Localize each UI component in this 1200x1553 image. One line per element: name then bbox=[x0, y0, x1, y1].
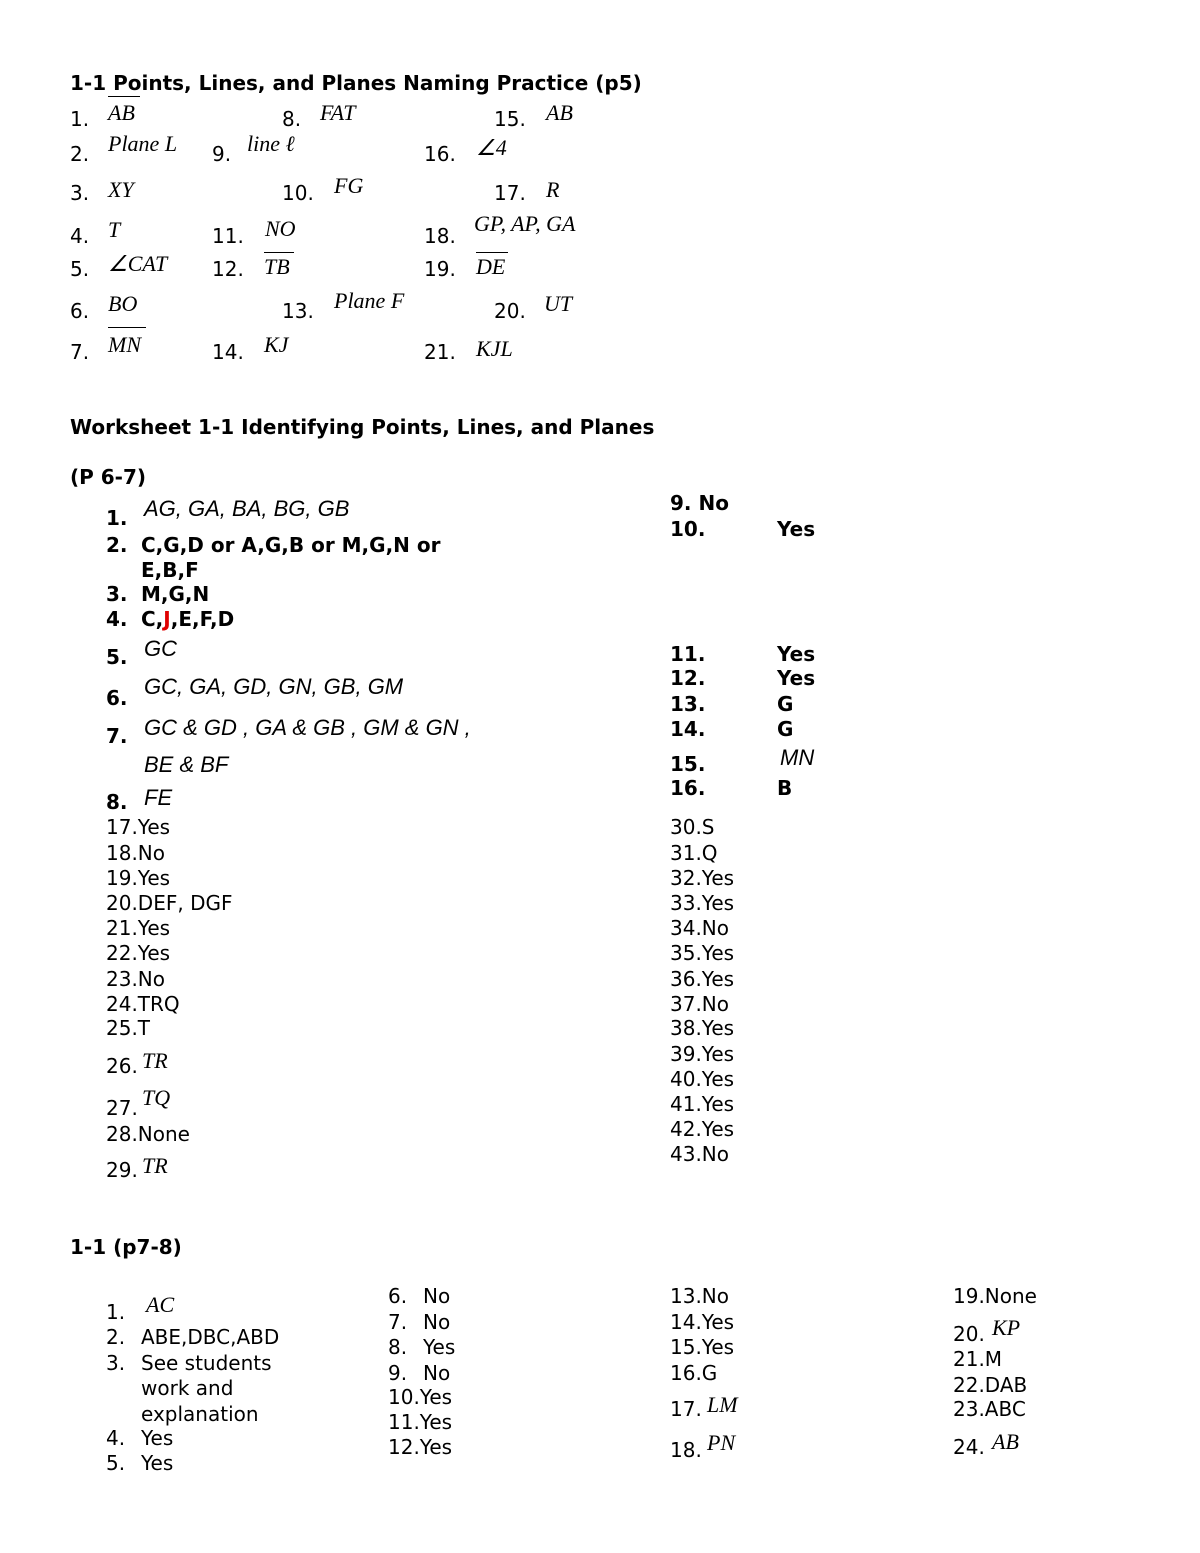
section2-title: Worksheet 1-1 Identifying Points, Lines, and Planes bbox=[70, 415, 655, 439]
list-item: 3. bbox=[106, 582, 128, 606]
list-item: 1. bbox=[106, 1300, 126, 1324]
answer: No bbox=[423, 1284, 451, 1308]
list-item: 30.S bbox=[670, 815, 715, 839]
overline-bar bbox=[108, 96, 140, 97]
answer: C,J,E,F,D bbox=[141, 607, 235, 631]
list-item: 11.Yes bbox=[388, 1410, 453, 1434]
answer: LM bbox=[707, 1392, 738, 1417]
list-item: 23.ABC bbox=[953, 1397, 1026, 1421]
overline-bar bbox=[264, 252, 294, 253]
list-item: 22.Yes bbox=[106, 941, 171, 965]
list-item: 43.No bbox=[670, 1142, 730, 1166]
list-item: 18. bbox=[424, 224, 456, 248]
answer: KJ bbox=[264, 332, 289, 357]
list-item: 12. bbox=[670, 666, 706, 690]
answer: UT bbox=[544, 291, 573, 316]
list-item: 25.T bbox=[106, 1016, 151, 1040]
list-item: 14. bbox=[212, 340, 244, 364]
answer: TQ bbox=[142, 1085, 171, 1110]
list-item: 39.Yes bbox=[670, 1042, 735, 1066]
answer: GC & GD , GA & GB , GM & GN , bbox=[144, 715, 471, 740]
list-item: 19.Yes bbox=[106, 866, 171, 890]
section2-pages: (P 6-7) bbox=[70, 465, 147, 489]
list-item: 4. bbox=[106, 1426, 126, 1450]
list-item: 21. bbox=[424, 340, 456, 364]
list-item: 26. bbox=[106, 1054, 138, 1078]
list-item: 7. bbox=[388, 1310, 408, 1334]
list-item: 23.No bbox=[106, 967, 166, 991]
list-item: 29. bbox=[106, 1158, 138, 1182]
list-item: 9. No bbox=[670, 491, 729, 515]
list-item: 6. bbox=[70, 299, 90, 323]
list-item: 18.No bbox=[106, 841, 166, 865]
answer: G bbox=[777, 717, 794, 741]
list-item: 11. bbox=[212, 224, 244, 248]
list-item: 13. bbox=[282, 299, 314, 323]
list-item: 16. bbox=[670, 776, 706, 800]
list-item: 33.Yes bbox=[670, 891, 735, 915]
list-item: 10. bbox=[670, 517, 706, 541]
answer: GC, GA, GD, GN, GB, GM bbox=[144, 674, 404, 699]
list-item: 35.Yes bbox=[670, 941, 735, 965]
answer: FE bbox=[144, 785, 173, 810]
answer: line ℓ bbox=[247, 131, 295, 156]
list-item: 17. bbox=[494, 181, 526, 205]
answer-cont: E,B,F bbox=[141, 558, 199, 582]
list-item: 19. bbox=[424, 257, 456, 281]
answer: Yes bbox=[423, 1335, 456, 1359]
list-item: 32.Yes bbox=[670, 866, 735, 890]
list-item: 13.No bbox=[670, 1284, 730, 1308]
list-item: 11. bbox=[670, 642, 706, 666]
list-item: 21.M bbox=[953, 1347, 1003, 1371]
answer-segment: TB bbox=[264, 254, 290, 279]
answer: KJL bbox=[476, 336, 513, 361]
list-item: 24.TRQ bbox=[106, 992, 180, 1016]
answer-segment: DE bbox=[476, 254, 506, 279]
list-item: 12. bbox=[212, 257, 244, 281]
list-item: 14.Yes bbox=[670, 1310, 735, 1334]
list-item: 15. bbox=[670, 752, 706, 776]
answer: TR bbox=[142, 1048, 168, 1073]
list-item: 8. bbox=[388, 1335, 408, 1359]
answer: ABE,DBC,ABD bbox=[141, 1325, 280, 1349]
list-item: 16.G bbox=[670, 1361, 718, 1385]
list-item: 1. bbox=[106, 506, 128, 530]
list-item: 18. bbox=[670, 1438, 702, 1462]
list-item: 2. bbox=[106, 533, 128, 557]
list-item: 16. bbox=[424, 142, 456, 166]
list-item: 31.Q bbox=[670, 841, 718, 865]
answer: ∠CAT bbox=[108, 251, 168, 276]
answer: XY bbox=[108, 177, 134, 202]
list-item: 8. bbox=[282, 107, 302, 131]
list-item: 9. bbox=[212, 142, 232, 166]
list-item: 2. bbox=[70, 142, 90, 166]
list-item: 14. bbox=[670, 717, 706, 741]
answer: Plane L bbox=[108, 131, 178, 156]
section3-title: 1-1 (p7-8) bbox=[70, 1235, 182, 1259]
list-item: 42.Yes bbox=[670, 1117, 735, 1141]
list-item: 17.Yes bbox=[106, 815, 171, 839]
answer: Yes bbox=[777, 666, 816, 690]
answer: ∠4 bbox=[476, 135, 507, 160]
list-item: 8. bbox=[106, 790, 128, 814]
answer: C,G,D or A,G,B or M,G,N or bbox=[141, 533, 441, 557]
list-item: 12.Yes bbox=[388, 1435, 453, 1459]
list-item: 20.DEF, DGF bbox=[106, 891, 233, 915]
list-item: 36.Yes bbox=[670, 967, 735, 991]
answer: T bbox=[108, 217, 121, 242]
answer: B bbox=[777, 776, 793, 800]
answer: R bbox=[546, 177, 560, 202]
answer: TR bbox=[142, 1153, 168, 1178]
answer-cont: BE & BF bbox=[144, 752, 229, 777]
answer: Yes bbox=[777, 642, 816, 666]
overline-bar bbox=[108, 327, 146, 328]
list-item: 20. bbox=[494, 299, 526, 323]
answer: PN bbox=[707, 1430, 736, 1455]
list-item: 5. bbox=[70, 257, 90, 281]
list-item: 3. bbox=[70, 181, 90, 205]
answer: AB bbox=[546, 100, 573, 125]
list-item: 15. bbox=[494, 107, 526, 131]
answer: AG, GA, BA, BG, GB bbox=[144, 496, 350, 521]
list-item: 7. bbox=[106, 724, 128, 748]
answer: M,G,N bbox=[141, 582, 210, 606]
list-item: 15.Yes bbox=[670, 1335, 735, 1359]
answer: See students bbox=[141, 1351, 272, 1375]
list-item: 40.Yes bbox=[670, 1067, 735, 1091]
list-item: 20. bbox=[953, 1322, 985, 1346]
list-item: 41.Yes bbox=[670, 1092, 735, 1116]
answer: BO bbox=[108, 291, 138, 316]
answer: FAT bbox=[320, 100, 356, 125]
list-item: 10.Yes bbox=[388, 1385, 453, 1409]
list-item: 19.None bbox=[953, 1284, 1037, 1308]
list-item: 2. bbox=[106, 1325, 126, 1349]
answer: Plane F bbox=[334, 288, 405, 313]
answer: AB bbox=[992, 1429, 1019, 1454]
answer: NO bbox=[265, 216, 296, 241]
answer-segment: MN bbox=[108, 332, 141, 357]
answer: Yes bbox=[777, 517, 816, 541]
answer: GP, AP, GA bbox=[474, 211, 576, 236]
list-item: 6. bbox=[106, 686, 128, 710]
list-item: 24. bbox=[953, 1435, 985, 1459]
overline-bar bbox=[476, 252, 508, 253]
answer-segment: AB bbox=[108, 100, 135, 125]
list-item: 6. bbox=[388, 1284, 408, 1308]
list-item: 13. bbox=[670, 692, 706, 716]
list-item: 3. bbox=[106, 1351, 126, 1375]
list-item: 10. bbox=[282, 181, 314, 205]
list-item: 5. bbox=[106, 1451, 126, 1475]
answer-cont: work and bbox=[141, 1376, 234, 1400]
list-item: 4. bbox=[70, 224, 90, 248]
list-item: 27. bbox=[106, 1096, 138, 1120]
list-item: 37.No bbox=[670, 992, 730, 1016]
list-item: 21.Yes bbox=[106, 916, 171, 940]
answer: MN bbox=[780, 745, 815, 770]
list-item: 9. bbox=[388, 1361, 408, 1385]
answer: FG bbox=[334, 173, 364, 198]
answer: No bbox=[423, 1361, 451, 1385]
list-item: 7. bbox=[70, 340, 90, 364]
list-item: 22.DAB bbox=[953, 1373, 1028, 1397]
list-item: 28.None bbox=[106, 1122, 190, 1146]
answer: G bbox=[777, 692, 794, 716]
list-item: 5. bbox=[106, 645, 128, 669]
answer: KP bbox=[992, 1315, 1021, 1340]
list-item: 38.Yes bbox=[670, 1016, 735, 1040]
list-item: 1. bbox=[70, 107, 90, 131]
answer: Yes bbox=[141, 1451, 174, 1475]
list-item: 34.No bbox=[670, 916, 730, 940]
answer: Yes bbox=[141, 1426, 174, 1450]
list-item: 4. bbox=[106, 607, 128, 631]
list-item: 17. bbox=[670, 1397, 702, 1421]
answer-cont: explanation bbox=[141, 1402, 259, 1426]
section1-title: 1-1 Points, Lines, and Planes Naming Practice (p5) bbox=[70, 71, 642, 95]
answer: AC bbox=[146, 1292, 175, 1317]
answer: GC bbox=[144, 636, 177, 661]
answer: No bbox=[423, 1310, 451, 1334]
